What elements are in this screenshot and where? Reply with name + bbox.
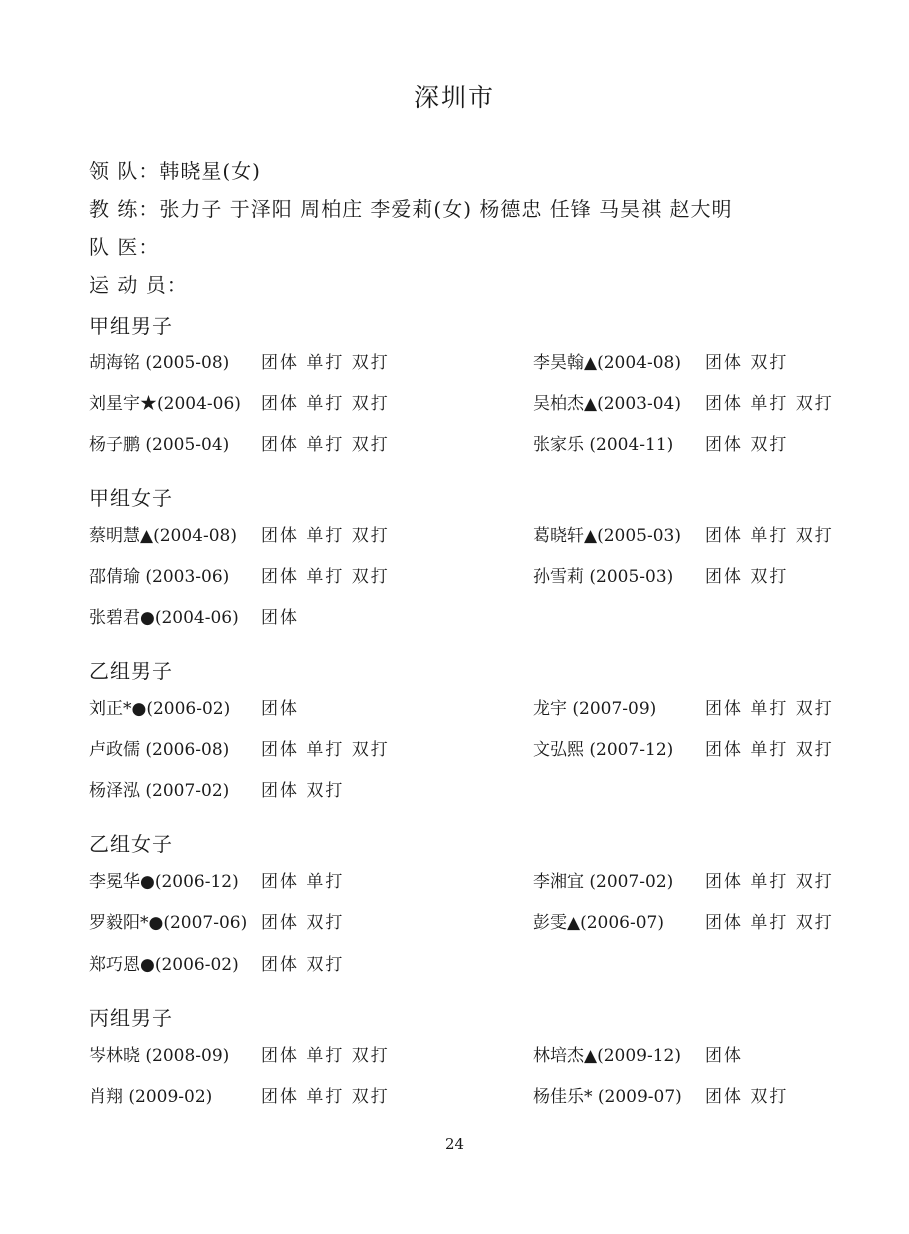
section-heading: 甲组女子 — [89, 486, 173, 510]
athlete-events: 团体 单打 双打 — [261, 1087, 390, 1107]
athlete-name: 卢政儒 (2006-08) — [89, 740, 230, 760]
athlete-name: 张家乐 (2004-11) — [533, 435, 674, 455]
athlete-events: 团体 双打 — [705, 567, 789, 587]
athlete-name: 林培杰▲(2009-12) — [533, 1046, 681, 1066]
athlete-name: 李湘宜 (2007-02) — [533, 872, 674, 892]
athlete-events: 团体 单打 双打 — [261, 1046, 390, 1066]
team-coaches: 教 练：张力子 于泽阳 周柏庄 李爱莉(女) 杨德忠 任锋 马昊祺 赵大明 — [89, 197, 733, 221]
team-doctor: 队 医： — [89, 235, 160, 259]
team-leader: 领 队：韩晓星(女) — [89, 159, 261, 183]
athlete-events: 团体 — [261, 608, 299, 628]
athlete-name: 李昊翰▲(2004-08) — [533, 353, 681, 373]
athlete-events: 团体 双打 — [705, 353, 789, 373]
page-number: 24 — [444, 1135, 465, 1153]
athlete-events: 团体 单打 双打 — [261, 567, 390, 587]
athlete-events: 团体 单打 双打 — [705, 394, 834, 414]
athlete-name: 杨佳乐* (2009-07) — [533, 1087, 682, 1107]
athlete-events: 团体 单打 双打 — [261, 740, 390, 760]
athlete-events: 团体 单打 双打 — [705, 872, 834, 892]
athlete-events: 团体 单打 双打 — [705, 699, 834, 719]
athlete-name: 文弘熙 (2007-12) — [533, 740, 674, 760]
section-heading: 乙组女子 — [89, 832, 173, 856]
athlete-name: 吴柏杰▲(2003-04) — [533, 394, 681, 414]
athlete-name: 龙宇 (2007-09) — [533, 699, 657, 719]
athlete-events: 团体 双打 — [705, 435, 789, 455]
athlete-events: 团体 双打 — [261, 913, 345, 933]
athlete-name: 刘正*●(2006-02) — [89, 699, 231, 719]
athlete-name: 李冕华●(2006-12) — [89, 872, 239, 892]
athlete-name: 罗毅阳*●(2007-06) — [89, 913, 248, 933]
athlete-name: 杨泽泓 (2007-02) — [89, 781, 230, 801]
athlete-events: 团体 单打 双打 — [261, 435, 390, 455]
athlete-events: 团体 单打 双打 — [261, 353, 390, 373]
athlete-events: 团体 单打 双打 — [261, 526, 390, 546]
athlete-name: 邵倩瑜 (2003-06) — [89, 567, 230, 587]
section-heading: 甲组男子 — [89, 314, 173, 338]
athlete-name: 岑林晓 (2008-09) — [89, 1046, 230, 1066]
athlete-events: 团体 双打 — [705, 1087, 789, 1107]
athlete-events: 团体 双打 — [261, 781, 345, 801]
athlete-name: 刘星宇★(2004-06) — [89, 394, 241, 414]
athlete-events: 团体 单打 双打 — [705, 526, 834, 546]
athlete-name: 肖翔 (2009-02) — [89, 1087, 213, 1107]
section-heading: 乙组男子 — [89, 659, 173, 683]
athlete-name: 张碧君●(2004-06) — [89, 608, 239, 628]
athlete-name: 胡海铭 (2005-08) — [89, 353, 230, 373]
athlete-events: 团体 单打 双打 — [705, 913, 834, 933]
athlete-name: 蔡明慧▲(2004-08) — [89, 526, 237, 546]
athlete-name: 杨子鹏 (2005-04) — [89, 435, 230, 455]
athlete-events: 团体 单打 双打 — [705, 740, 834, 760]
athlete-name: 孙雪莉 (2005-03) — [533, 567, 674, 587]
page-title: 深圳市 — [413, 83, 495, 112]
athlete-name: 郑巧恩●(2006-02) — [89, 955, 239, 975]
athlete-name: 彭雯▲(2006-07) — [533, 913, 664, 933]
athlete-events: 团体 单打 — [261, 872, 345, 892]
athlete-events: 团体 双打 — [261, 955, 345, 975]
athlete-name: 葛晓轩▲(2005-03) — [533, 526, 681, 546]
athlete-events: 团体 — [705, 1046, 743, 1066]
athletes-label: 运 动 员： — [89, 273, 188, 297]
athlete-events: 团体 单打 双打 — [261, 394, 390, 414]
athlete-events: 团体 — [261, 699, 299, 719]
section-heading: 丙组男子 — [89, 1006, 173, 1030]
